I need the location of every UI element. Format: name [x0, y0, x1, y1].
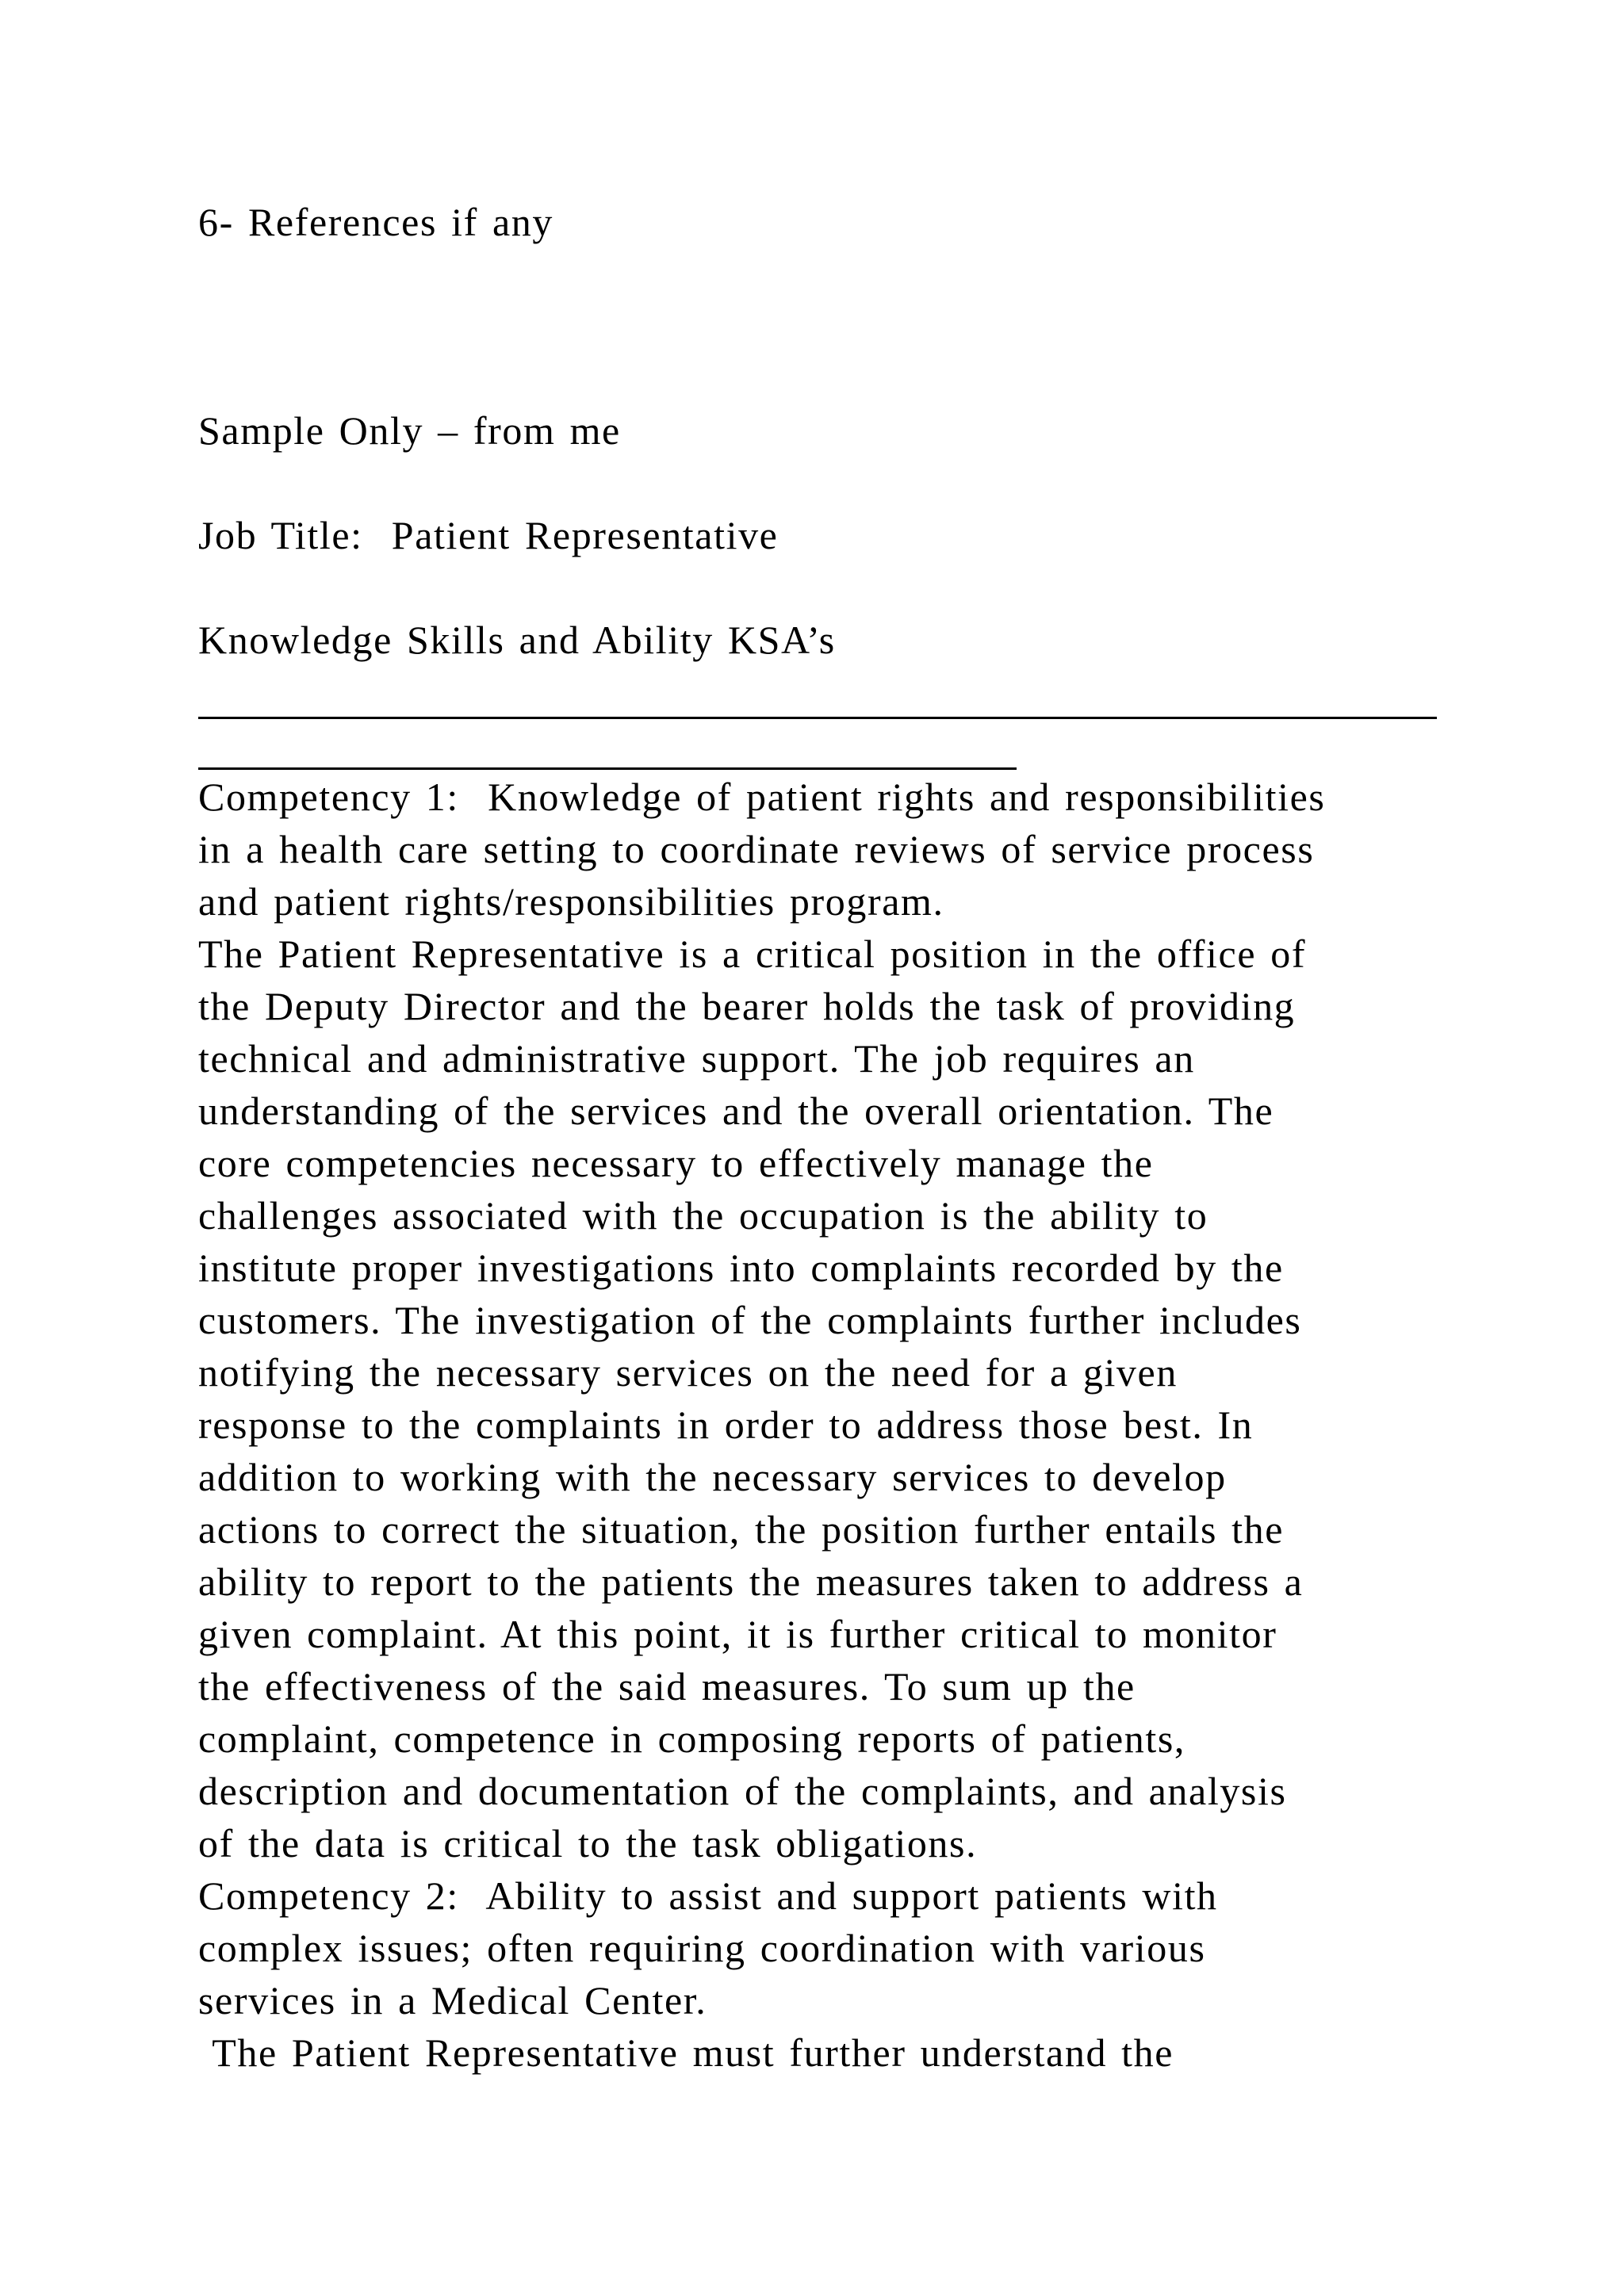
separator-line-1	[198, 717, 1437, 719]
body-line: actions to correct the situation, the position further entails the	[198, 1507, 1285, 1552]
sample-note: Sample Only – from me	[198, 408, 621, 453]
body-line: technical and administrative support. The job requires an	[198, 1036, 1195, 1081]
body-line: understanding of the services and the overall orientation. The	[198, 1089, 1274, 1133]
body-line: and patient rights/responsibilities program.	[198, 879, 944, 924]
body-line: core competencies necessary to effectively manage the	[198, 1141, 1154, 1185]
body-line: the effectiveness of the said measures. To sum up the	[198, 1664, 1136, 1709]
body-line: of the data is critical to the task obligations.	[198, 1821, 978, 1866]
references-heading: 6- References if any	[198, 200, 553, 244]
body-line: complex issues; often requiring coordination with various	[198, 1926, 1206, 1970]
body-line: ability to report to the patients the measures taken to address a	[198, 1559, 1304, 1604]
body-line: the Deputy Director and the bearer holds the task of providing	[198, 984, 1296, 1028]
body-line: description and documentation of the complaints, and analysis	[198, 1769, 1287, 1813]
body-line: Competency 2: Ability to assist and support patients with	[198, 1873, 1218, 1918]
body-line: given complaint. At this point, it is further critical to monitor	[198, 1612, 1277, 1656]
body-line: challenges associated with the occupation is the ability to	[198, 1193, 1208, 1238]
body-line: institute proper investigations into complaints recorded by the	[198, 1246, 1284, 1290]
body-line: response to the complaints in order to address those best. In	[198, 1402, 1254, 1447]
ksa-heading: Knowledge Skills and Ability KSA’s	[198, 618, 836, 662]
body-line: Competency 1: Knowledge of patient rights and responsibilities	[198, 775, 1326, 819]
body-line: complaint, competence in composing reports of patients,	[198, 1716, 1186, 1761]
job-title: Job Title: Patient Representative	[198, 513, 779, 557]
body-line: notifying the necessary services on the need for a given	[198, 1350, 1178, 1395]
body-line: The Patient Representative is a critical position in the office of	[198, 932, 1307, 976]
body-line: The Patient Representative must further understand the	[198, 2030, 1174, 2075]
separator-line-2	[198, 767, 1017, 770]
body-line: services in a Medical Center.	[198, 1978, 707, 2022]
body-line: customers. The investigation of the complaints further includes	[198, 1298, 1302, 1342]
body-line: in a health care setting to coordinate reviews of service process	[198, 827, 1315, 871]
body-line: addition to working with the necessary services to develop	[198, 1455, 1227, 1499]
